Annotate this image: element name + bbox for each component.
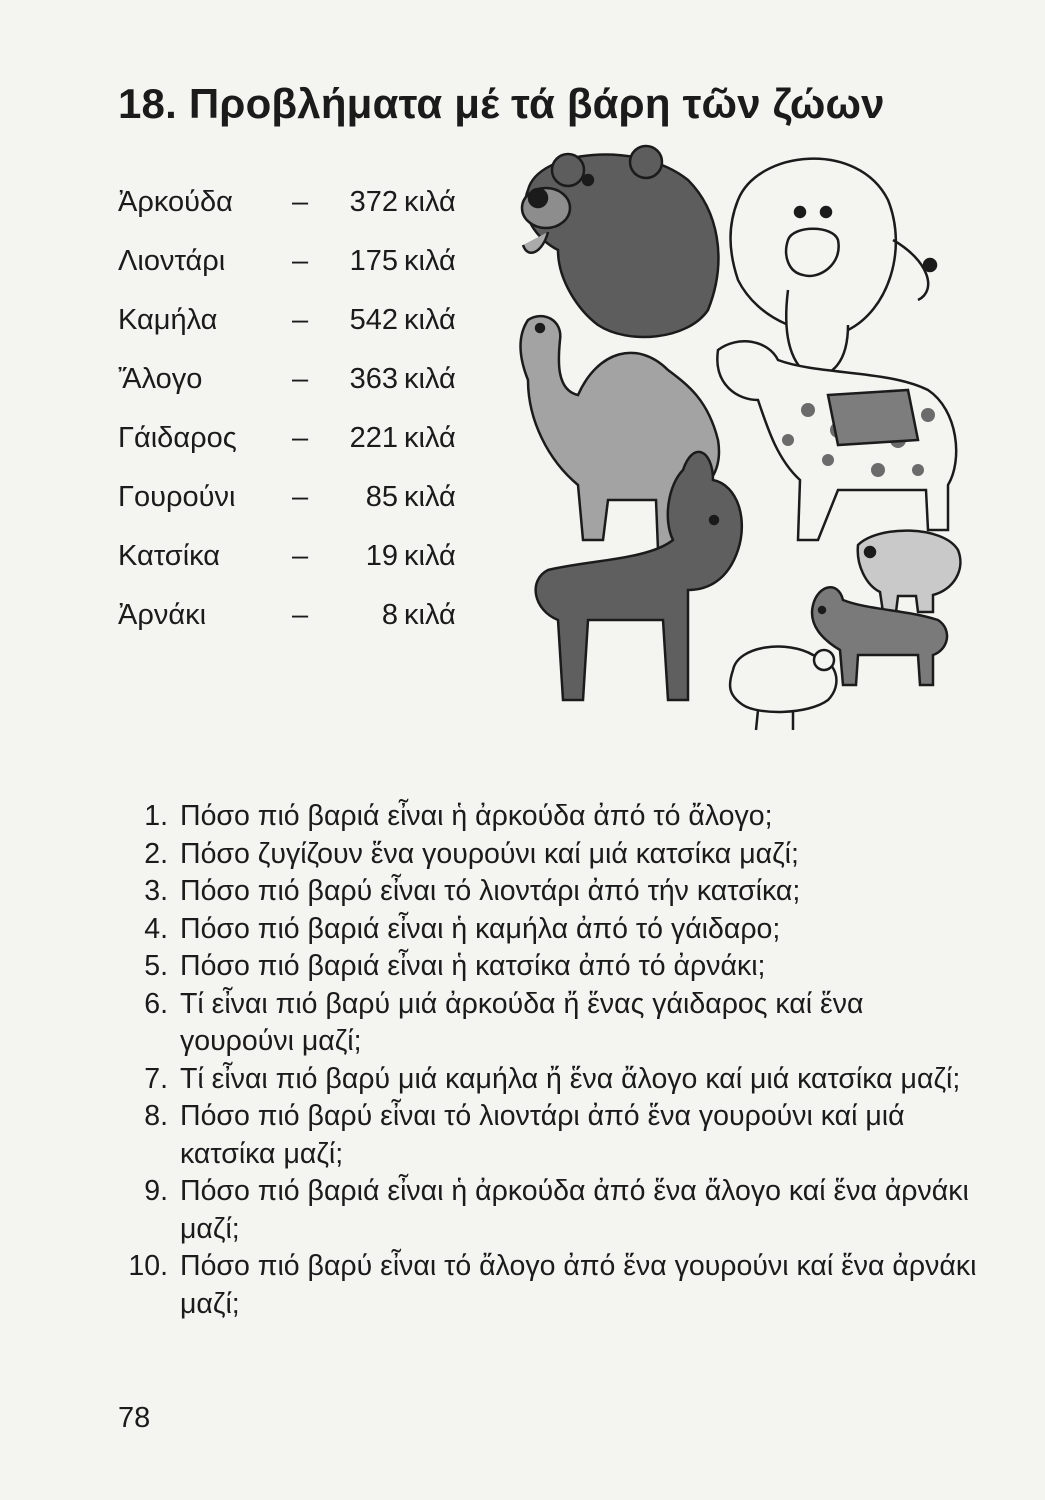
question-text: Πόσο πιό βαρύ εἶναι τό λιοντάρι ἀπό ἕνα γουρούνι καί μιά κατσίκα μαζί; (180, 1100, 905, 1170)
weight-unit: κιλά (404, 186, 456, 218)
question-number: 1. (144, 800, 168, 832)
question-text: Πόσο πιό βαρύ εἶναι τό ἄλογο ἀπό ἕνα γουρούνι καί ἕνα ἀρνάκι μαζί; (180, 1250, 977, 1320)
weight-row (118, 186, 478, 245)
question-item (118, 1098, 978, 1173)
question-number: 6. (144, 987, 168, 1020)
weight-value: 175 (349, 245, 398, 277)
question-item (118, 948, 978, 986)
lamb-drawing (730, 647, 836, 730)
question-text: Τί εἶναι πιό βαρύ μιά καμήλα ἤ ἕνα ἄλογο καί μιά κατσίκα μαζί; (180, 1062, 961, 1095)
weight-unit: κιλά (404, 245, 456, 277)
weight-row (118, 422, 478, 481)
animal-name: Γάιδαρος (118, 422, 237, 454)
question-text: Πόσο πιό βαριά εἶναι ἡ ἀρκούδα ἀπό ἕνα ἄλογο καί ἕνα ἀρνάκι μαζί; (180, 1175, 969, 1245)
weight-value: 8 (381, 599, 398, 631)
animal-name: Ἄλογο (118, 363, 203, 395)
weight-unit: κιλά (404, 422, 456, 454)
weight-unit: κιλά (404, 363, 456, 395)
dash: – (292, 422, 309, 454)
animals-illustration (488, 140, 988, 740)
weight-value: 221 (349, 422, 398, 454)
animal-name: Καμήλα (118, 304, 218, 336)
question-number: 9. (144, 1175, 168, 1207)
question-number: 3. (144, 875, 168, 907)
question-text: Πόσο πιό βαριά εἶναι ἡ ἀρκούδα ἀπό τό ἄλογο; (180, 800, 773, 832)
dash: – (292, 245, 309, 277)
dash: – (292, 599, 309, 631)
animal-name: Λιοντάρι (118, 245, 226, 277)
animal-weights-list (118, 186, 478, 658)
page-number: 78 (118, 1402, 151, 1434)
question-item (118, 1173, 978, 1248)
weight-row (118, 481, 478, 540)
animal-name: Ἀρκούδα (118, 186, 233, 218)
weight-unit: κιλά (404, 540, 456, 572)
questions-list (118, 798, 978, 1323)
question-number: 7. (144, 1062, 168, 1095)
dash: – (292, 186, 309, 218)
weight-value: 372 (349, 186, 398, 218)
weight-value: 85 (365, 481, 398, 513)
question-item (118, 1061, 978, 1099)
animal-name: Κατσίκα (118, 540, 221, 572)
animal-name: Γουρούνι (118, 481, 236, 513)
weight-unit: κιλά (404, 481, 456, 513)
question-item (118, 1248, 978, 1323)
weight-unit: κιλά (404, 304, 456, 336)
question-text: Πόσο πιό βαριά εἶναι ἡ κατσίκα ἀπό τό ἀρνάκι; (180, 950, 766, 982)
question-text: Τί εἶναι πιό βαρύ μιά ἀρκούδα ἤ ἕνας γάιδαρος καί ἕνα γουρούνι μαζί; (180, 987, 864, 1057)
dash: – (292, 481, 309, 513)
question-number: 2. (144, 837, 168, 870)
dash: – (292, 363, 309, 395)
bear-drawing (522, 146, 718, 337)
weight-value: 363 (349, 363, 398, 395)
question-item (118, 986, 978, 1061)
horse-drawing (717, 341, 956, 540)
pig-drawing (858, 531, 961, 612)
question-number: 4. (144, 912, 168, 945)
weight-row (118, 363, 478, 422)
question-item (118, 911, 978, 949)
page-title: 18. Προβλήματα μέ τά βάρη τῶν ζώων (118, 80, 885, 127)
question-number: 10. (128, 1250, 168, 1282)
question-text: Πόσο ζυγίζουν ἕνα γουρούνι καί μιά κατσίκα μαζί; (180, 837, 799, 870)
weight-row (118, 599, 478, 658)
weight-row (118, 304, 478, 363)
animal-name: Ἀρνάκι (118, 599, 207, 631)
question-number: 8. (144, 1100, 168, 1132)
weight-value: 19 (365, 540, 398, 572)
dash: – (292, 304, 309, 336)
weight-unit: κιλά (404, 599, 456, 631)
question-item (118, 836, 978, 874)
dash: – (292, 540, 309, 572)
question-number: 5. (144, 950, 168, 982)
question-item (118, 873, 978, 911)
weight-row (118, 540, 478, 599)
question-text: Πόσο πιό βαριά εἶναι ἡ καμήλα ἀπό τό γάιδαρο; (180, 912, 781, 945)
weight-value: 542 (349, 304, 398, 336)
question-item (118, 798, 978, 836)
question-text: Πόσο πιό βαρύ εἶναι τό λιοντάρι ἀπό τήν κατσίκα; (180, 875, 801, 907)
weight-row (118, 245, 478, 304)
